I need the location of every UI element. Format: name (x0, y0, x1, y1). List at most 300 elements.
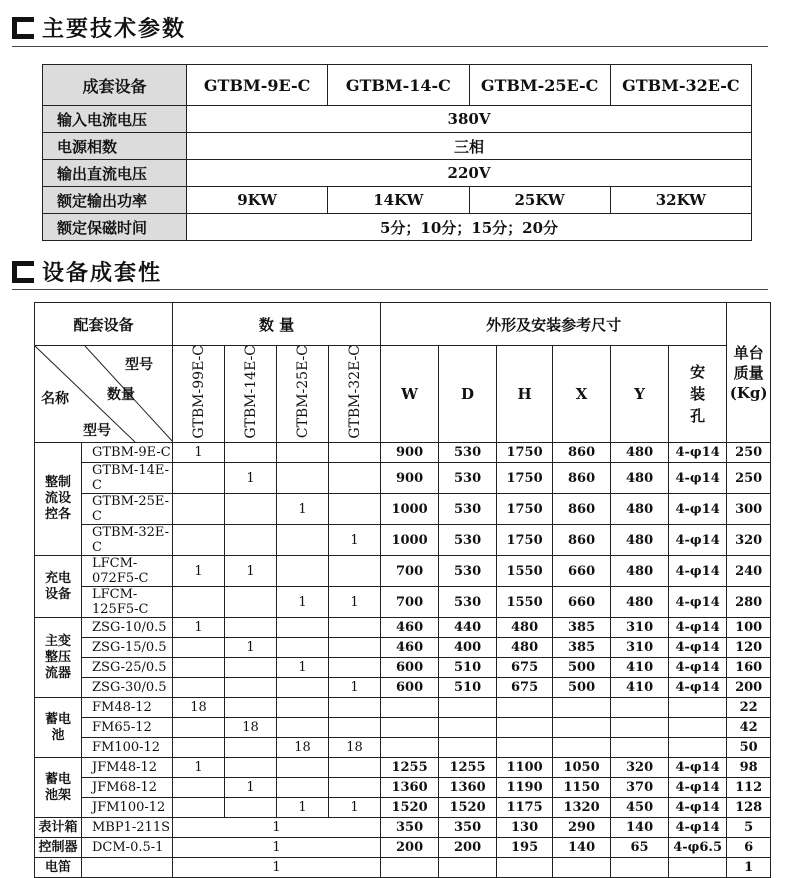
dim-cell-y: 65 (611, 838, 669, 858)
dim-cell-y: 310 (611, 638, 669, 658)
qty-cell (173, 718, 225, 738)
dim-cell-h (497, 738, 553, 758)
qty-cell: 18 (173, 698, 225, 718)
qty-cell (277, 618, 329, 638)
diagonal-header-cell (35, 346, 173, 443)
table-row (35, 556, 771, 587)
dim-cell-hole: 4-φ14 (669, 463, 727, 494)
table-row (35, 618, 771, 638)
dim-cell-hole: 4-φ14 (669, 618, 727, 638)
qty-cell (329, 778, 381, 798)
qty-model-header: GTBM-99E-C (173, 346, 225, 443)
table-row (35, 838, 771, 858)
dim-cell-y (611, 698, 669, 718)
bracket-icon (12, 17, 34, 39)
spec-header-row (43, 65, 752, 106)
dim-cell-d: 530 (439, 587, 497, 618)
dim-cell-d: 530 (439, 443, 497, 463)
section-header-equipment (12, 256, 162, 287)
dim-cell-x (553, 718, 611, 738)
qty-cell: 1 (277, 494, 329, 525)
dim-cell-y (611, 718, 669, 738)
dim-header-hole: 安装孔 (669, 346, 727, 443)
qty-cell (173, 587, 225, 618)
category-name: 控制器 (35, 838, 82, 858)
dim-cell-weight: 42 (727, 718, 771, 738)
dim-cell-d: 1255 (439, 758, 497, 778)
dim-cell-w: 350 (381, 818, 439, 838)
dim-cell-d: 1520 (439, 798, 497, 818)
dim-cell-d: 1360 (439, 778, 497, 798)
dim-cell-d: 440 (439, 618, 497, 638)
qty-model-header: CTBM-25E-C (277, 346, 329, 443)
dim-cell-x: 660 (553, 587, 611, 618)
dim-cell-weight: 50 (727, 738, 771, 758)
model-cell: FM100-12 (82, 738, 173, 758)
qty-cell (277, 778, 329, 798)
qty-cell: 1 (277, 798, 329, 818)
model-cell: JFM48-12 (82, 758, 173, 778)
dim-cell-y (611, 738, 669, 758)
qty-cell: 1 (329, 587, 381, 618)
dim-cell-d (439, 858, 497, 878)
bracket-icon (12, 261, 34, 283)
dim-cell-h (497, 718, 553, 738)
dim-cell-hole: 4-φ14 (669, 758, 727, 778)
dim-cell-hole: 4-φ14 (669, 818, 727, 838)
qty-cell: 1 (173, 618, 225, 638)
qty-cell (173, 738, 225, 758)
dim-cell-w: 1255 (381, 758, 439, 778)
dim-cell-weight: 280 (727, 587, 771, 618)
qty-cell: 18 (329, 738, 381, 758)
dim-cell-h: 1550 (497, 556, 553, 587)
qty-model-header: GTBM-14E-C (225, 346, 277, 443)
dim-cell-weight: 240 (727, 556, 771, 587)
dim-cell-x: 860 (553, 443, 611, 463)
qty-cell (225, 443, 277, 463)
diag-label-name: 名称 (41, 391, 69, 407)
table-row (35, 658, 771, 678)
qty-cell: 1 (329, 678, 381, 698)
table-row (35, 463, 771, 494)
table-row (35, 638, 771, 658)
model-cell: GTBM-32E-C (82, 525, 173, 556)
dim-cell-weight: 120 (727, 638, 771, 658)
dim-cell-x: 1320 (553, 798, 611, 818)
qty-cell: 1 (277, 587, 329, 618)
dim-cell-w: 200 (381, 838, 439, 858)
dim-cell-x: 860 (553, 463, 611, 494)
qty-cell (329, 718, 381, 738)
dim-cell-w (381, 738, 439, 758)
divider (12, 289, 768, 290)
spec-value: 380V (187, 106, 752, 133)
category-name: 整制流设控各 (35, 443, 82, 556)
dim-cell-weight: 22 (727, 698, 771, 718)
qty-cell (329, 556, 381, 587)
spec-table (42, 64, 752, 241)
dim-cell-y: 370 (611, 778, 669, 798)
dim-cell-w: 600 (381, 678, 439, 698)
qty-cell (225, 494, 277, 525)
dim-cell-hole: 4-φ14 (669, 587, 727, 618)
dim-cell-w (381, 858, 439, 878)
dim-cell-hole: 4-φ14 (669, 494, 727, 525)
qty-cell (277, 678, 329, 698)
dim-cell-d (439, 718, 497, 738)
dim-cell-h (497, 858, 553, 878)
dim-cell-y: 480 (611, 587, 669, 618)
dim-cell-weight: 128 (727, 798, 771, 818)
qty-cell (225, 525, 277, 556)
spec-model: GTBM-32E-C (610, 65, 751, 106)
spec-label: 额定保磁时间 (43, 214, 187, 241)
spec-model: GTBM-14-C (328, 65, 469, 106)
dim-cell-w: 900 (381, 443, 439, 463)
model-cell (82, 858, 173, 878)
dim-cell-hole: 4-φ14 (669, 798, 727, 818)
spec-value: 三相 (187, 133, 752, 160)
spec-label: 输出直流电压 (43, 160, 187, 187)
divider (12, 46, 768, 47)
dim-cell-d: 510 (439, 658, 497, 678)
qty-cell (225, 587, 277, 618)
dim-cell-w: 700 (381, 587, 439, 618)
spec-value: 9KW (187, 187, 328, 214)
header-row (35, 303, 771, 346)
qty-cell (329, 758, 381, 778)
table-row (35, 698, 771, 718)
dim-cell-weight: 200 (727, 678, 771, 698)
qty-cell (329, 658, 381, 678)
dim-cell-weight: 98 (727, 758, 771, 778)
qty-cell (173, 463, 225, 494)
dim-cell-h: 480 (497, 618, 553, 638)
qty-cell: 1 (173, 443, 225, 463)
dimensions-header: 外形及安装参考尺寸 (381, 303, 727, 346)
qty-cell: 1 (329, 525, 381, 556)
model-cell: FM48-12 (82, 698, 173, 718)
category-name: 电笛 (35, 858, 82, 878)
dim-cell-y: 480 (611, 494, 669, 525)
qty-cell: 1 (173, 556, 225, 587)
qty-cell: 1 (225, 463, 277, 494)
dim-cell-hole: 4-φ14 (669, 638, 727, 658)
dim-cell-h: 130 (497, 818, 553, 838)
qty-cell (329, 618, 381, 638)
dim-cell-hole (669, 858, 727, 878)
model-cell: ZSG-10/0.5 (82, 618, 173, 638)
qty-cell: 1 (225, 638, 277, 658)
dim-cell-d: 530 (439, 494, 497, 525)
qty-cell (277, 698, 329, 718)
dim-cell-d (439, 738, 497, 758)
qty-cell: 1 (277, 658, 329, 678)
dim-cell-hole (669, 718, 727, 738)
dim-cell-h: 1100 (497, 758, 553, 778)
model-cell: GTBM-9E-C (82, 443, 173, 463)
qty-cell (225, 658, 277, 678)
dim-cell-h: 1750 (497, 494, 553, 525)
dim-cell-d: 350 (439, 818, 497, 838)
quantity-header: 数 量 (173, 303, 381, 346)
dim-cell-w (381, 698, 439, 718)
spec-value: 32KW (610, 187, 751, 214)
dim-cell-h: 1550 (497, 587, 553, 618)
qty-cell (225, 798, 277, 818)
dim-header-h: H (497, 346, 553, 443)
dim-cell-h: 1190 (497, 778, 553, 798)
dim-cell-weight: 5 (727, 818, 771, 838)
qty-cell: 1 (225, 556, 277, 587)
dim-cell-w: 1000 (381, 525, 439, 556)
dim-cell-weight: 300 (727, 494, 771, 525)
spec-row (43, 160, 752, 187)
qty-cell (329, 638, 381, 658)
dim-cell-x: 385 (553, 618, 611, 638)
dim-cell-y: 140 (611, 818, 669, 838)
spec-header-label: 成套设备 (43, 65, 187, 106)
table-row (35, 718, 771, 738)
table-row (35, 587, 771, 618)
qty-model-header: GTBM-32E-C (329, 346, 381, 443)
spec-model: GTBM-25E-C (469, 65, 610, 106)
dim-cell-w: 1520 (381, 798, 439, 818)
dim-cell-x: 290 (553, 818, 611, 838)
qty-cell (277, 638, 329, 658)
qty-cell (277, 556, 329, 587)
qty-cell: 1 (173, 758, 225, 778)
qty-cell: 18 (277, 738, 329, 758)
dim-cell-w (381, 718, 439, 738)
dim-cell-x: 140 (553, 838, 611, 858)
dim-cell-h (497, 698, 553, 718)
dim-cell-weight: 6 (727, 838, 771, 858)
model-cell: MBP1-211S (82, 818, 173, 838)
qty-cell (173, 658, 225, 678)
dim-cell-y: 450 (611, 798, 669, 818)
qty-cell: 1 (329, 798, 381, 818)
qty-cell (277, 463, 329, 494)
qty-cell (225, 678, 277, 698)
dim-cell-d: 510 (439, 678, 497, 698)
dim-cell-x: 860 (553, 525, 611, 556)
dim-cell-y: 410 (611, 658, 669, 678)
qty-cell (173, 494, 225, 525)
qty-cell (329, 443, 381, 463)
qty-cell (277, 443, 329, 463)
section-title: 设备成套性 (42, 261, 163, 286)
qty-cell (329, 463, 381, 494)
model-cell: LFCM-072F5-C (82, 556, 173, 587)
section-title: 主要技术参数 (42, 17, 187, 42)
dim-cell-h: 675 (497, 658, 553, 678)
dim-cell-x: 500 (553, 678, 611, 698)
qty-cell: 18 (225, 718, 277, 738)
dim-cell-x: 660 (553, 556, 611, 587)
equipment-header: 配套设备 (35, 303, 173, 346)
qty-cell: 1 (173, 838, 381, 858)
table-row (35, 443, 771, 463)
dim-cell-weight: 250 (727, 463, 771, 494)
qty-cell (277, 758, 329, 778)
dim-cell-x: 1050 (553, 758, 611, 778)
dim-cell-y: 410 (611, 678, 669, 698)
dim-cell-w: 900 (381, 463, 439, 494)
dim-cell-y: 320 (611, 758, 669, 778)
table-row (35, 858, 771, 878)
dim-cell-hole: 4-φ14 (669, 443, 727, 463)
dim-cell-hole: 4-φ14 (669, 678, 727, 698)
qty-cell: 1 (173, 858, 381, 878)
dim-cell-d (439, 698, 497, 718)
model-cell: GTBM-14E-C (82, 463, 173, 494)
dim-cell-d: 530 (439, 525, 497, 556)
equipment-table (34, 302, 771, 878)
spec-label: 输入电流电压 (43, 106, 187, 133)
dim-cell-y: 480 (611, 443, 669, 463)
dim-cell-hole: 4-φ14 (669, 658, 727, 678)
dim-header-w: W (381, 346, 439, 443)
diag-label-model-bottom: 型号 (83, 423, 111, 439)
dim-cell-x: 860 (553, 494, 611, 525)
dim-cell-hole: 4-φ6.5 (669, 838, 727, 858)
dim-header-d: D (439, 346, 497, 443)
qty-cell (329, 698, 381, 718)
dim-cell-h: 1750 (497, 463, 553, 494)
dim-cell-w: 460 (381, 638, 439, 658)
qty-cell (173, 778, 225, 798)
dim-cell-w: 460 (381, 618, 439, 638)
spec-row (43, 106, 752, 133)
table-row (35, 494, 771, 525)
dim-cell-y: 480 (611, 463, 669, 494)
spec-label: 额定输出功率 (43, 187, 187, 214)
header-row (35, 346, 771, 443)
spec-value: 5分；10分；15分；20分 (187, 214, 752, 241)
model-cell: JFM100-12 (82, 798, 173, 818)
spec-model: GTBM-9E-C (187, 65, 328, 106)
dim-cell-weight: 320 (727, 525, 771, 556)
model-cell: JFM68-12 (82, 778, 173, 798)
dim-cell-w: 1360 (381, 778, 439, 798)
spec-row (43, 187, 752, 214)
model-cell: ZSG-15/0.5 (82, 638, 173, 658)
dim-cell-h: 675 (497, 678, 553, 698)
dim-cell-d: 400 (439, 638, 497, 658)
dim-cell-x (553, 698, 611, 718)
diag-label-quantity: 数量 (107, 387, 135, 403)
dim-cell-d: 530 (439, 556, 497, 587)
dim-header-x: X (553, 346, 611, 443)
dim-cell-x (553, 858, 611, 878)
spec-value: 220V (187, 160, 752, 187)
qty-cell (329, 494, 381, 525)
spec-value: 14KW (328, 187, 469, 214)
dim-cell-y: 310 (611, 618, 669, 638)
dim-cell-weight: 100 (727, 618, 771, 638)
dim-cell-weight: 1 (727, 858, 771, 878)
dim-header-y: Y (611, 346, 669, 443)
dim-cell-x: 500 (553, 658, 611, 678)
dim-cell-y: 480 (611, 525, 669, 556)
dim-cell-y (611, 858, 669, 878)
category-name: 蓄电池架 (35, 758, 82, 818)
dim-cell-w: 600 (381, 658, 439, 678)
dim-cell-d: 530 (439, 463, 497, 494)
model-cell: ZSG-25/0.5 (82, 658, 173, 678)
table-row (35, 525, 771, 556)
dim-cell-x (553, 738, 611, 758)
qty-cell (277, 718, 329, 738)
weight-header: 单台质量(Kg) (727, 303, 771, 443)
qty-cell (225, 698, 277, 718)
category-name: 表计箱 (35, 818, 82, 838)
table-row (35, 758, 771, 778)
qty-cell (173, 525, 225, 556)
qty-cell: 1 (173, 818, 381, 838)
dim-cell-weight: 112 (727, 778, 771, 798)
model-cell: DCM-0.5-1 (82, 838, 173, 858)
qty-cell (173, 798, 225, 818)
table-row (35, 778, 771, 798)
qty-cell (225, 738, 277, 758)
dim-cell-hole (669, 698, 727, 718)
dim-cell-weight: 160 (727, 658, 771, 678)
spec-value: 25KW (469, 187, 610, 214)
section-header-specs (12, 12, 186, 43)
dim-cell-h: 1750 (497, 525, 553, 556)
table-row (35, 738, 771, 758)
dim-cell-hole: 4-φ14 (669, 525, 727, 556)
model-cell: ZSG-30/0.5 (82, 678, 173, 698)
dim-cell-hole: 4-φ14 (669, 778, 727, 798)
diag-label-model-top: 型号 (125, 357, 153, 373)
table-row (35, 818, 771, 838)
qty-cell (225, 758, 277, 778)
table-row (35, 678, 771, 698)
model-cell: GTBM-25E-C (82, 494, 173, 525)
spec-row (43, 133, 752, 160)
dim-cell-x: 1150 (553, 778, 611, 798)
dim-cell-w: 700 (381, 556, 439, 587)
dim-cell-x: 385 (553, 638, 611, 658)
qty-cell (277, 525, 329, 556)
table-row (35, 798, 771, 818)
qty-cell (225, 618, 277, 638)
dim-cell-h: 1175 (497, 798, 553, 818)
spec-row (43, 214, 752, 241)
qty-cell: 1 (225, 778, 277, 798)
model-cell: FM65-12 (82, 718, 173, 738)
dim-cell-hole: 4-φ14 (669, 556, 727, 587)
dim-cell-w: 1000 (381, 494, 439, 525)
qty-cell (173, 638, 225, 658)
category-name: 充电设备 (35, 556, 82, 618)
dim-cell-hole (669, 738, 727, 758)
dim-cell-h: 195 (497, 838, 553, 858)
dim-cell-h: 480 (497, 638, 553, 658)
dim-cell-y: 480 (611, 556, 669, 587)
model-cell: LFCM-125F5-C (82, 587, 173, 618)
category-name: 主变整压流器 (35, 618, 82, 698)
dim-cell-weight: 250 (727, 443, 771, 463)
category-name: 蓄电池 (35, 698, 82, 758)
qty-cell (173, 678, 225, 698)
dim-cell-d: 200 (439, 838, 497, 858)
spec-label: 电源相数 (43, 133, 187, 160)
